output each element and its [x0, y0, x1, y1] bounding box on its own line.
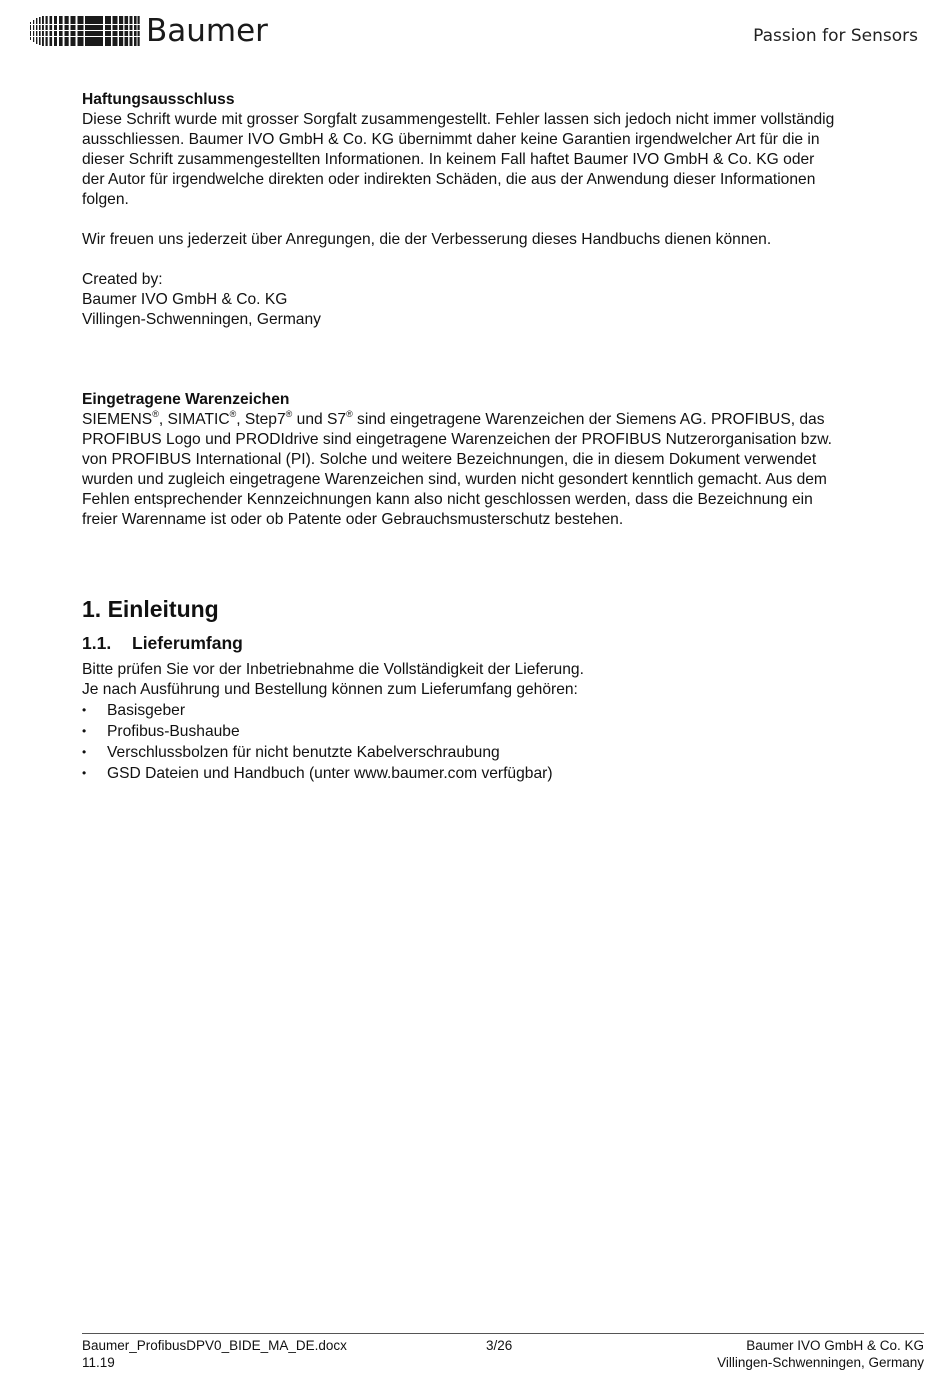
disclaimer-line: der Autor für irgendwelche direkten oder indirekten Schäden, die aus der Anwendung dieser Informationen: [82, 171, 816, 188]
trademark-s7: S7: [327, 411, 347, 428]
intro-line: Bitte prüfen Sie vor der Inbetriebnahme die Vollständigkeit der Lieferung.: [82, 661, 584, 678]
delivery-list: [82, 700, 922, 784]
creator-company: Baumer IVO GmbH & Co. KG: [82, 291, 288, 308]
registered-mark: ®: [346, 408, 353, 419]
registered-mark: ®: [285, 408, 293, 419]
trademark-simatic: SIMATIC: [167, 411, 230, 428]
subsection-title: Lieferumfang: [132, 633, 243, 653]
list-item-text: Verschlussbolzen für nicht benutzte Kabelverschraubung: [107, 744, 500, 761]
creator-location: Villingen-Schwenningen, Germany: [82, 311, 321, 328]
trademarks-line: wurden und zugleich eingetragene Warenzeichen sind, wurden nicht gesondert kenntlich gemacht. Aus dem: [82, 471, 827, 488]
list-item: [82, 700, 922, 721]
disclaimer-section: [82, 90, 922, 330]
footer-location: Villingen-Schwenningen, Germany: [717, 1355, 924, 1370]
list-item: [82, 763, 922, 784]
trademarks-line: Fehlen entsprechender Kennzeichnungen kann also nicht geschlossen werden, dass die Bezeichnung ein: [82, 491, 813, 508]
baumer-logo: [30, 12, 268, 50]
bullet-icon: •: [82, 724, 87, 738]
intro-line: Je nach Ausführung und Bestellung können zum Lieferumfang gehören:: [82, 681, 578, 698]
bullet-icon: •: [82, 766, 87, 780]
document-body: [82, 90, 922, 784]
list-item-text: GSD Dateien und Handbuch (unter www.baumer.com verfügbar): [107, 765, 553, 782]
section-heading: 1. Einleitung: [82, 596, 219, 622]
separator: ,: [158, 411, 168, 428]
separator: ,: [236, 411, 245, 428]
trademarks-line: [82, 410, 922, 430]
list-item-text: Basisgeber: [107, 702, 186, 719]
created-by-label: Created by:: [82, 271, 163, 288]
footer-company: Baumer IVO GmbH & Co. KG: [746, 1338, 924, 1353]
footer-left: [82, 1337, 347, 1371]
trademarks-line: PROFIBUS Logo und PRODIdrive sind eingetragene Warenzeichen der PROFIBUS Nutzerorganisation bzw.: [82, 431, 833, 448]
list-item-text: Profibus-Bushaube: [107, 723, 240, 740]
subsection-number: 1.1.: [82, 633, 112, 653]
disclaimer-line: ausschliessen. Baumer IVO GmbH & Co. KG übernimmt daher keine Garantien irgendwelcher Art für die in: [82, 131, 820, 148]
bullet-icon: •: [82, 745, 87, 759]
list-item: [82, 742, 922, 763]
baumer-logo-icon: [30, 14, 140, 48]
tagline: Passion for Sensors: [753, 26, 918, 46]
footer-date: 11.19: [82, 1355, 115, 1370]
footer-divider: [82, 1333, 924, 1334]
page-number: 3/26: [486, 1338, 513, 1353]
trademarks-section: [82, 390, 922, 530]
footer-right: [717, 1337, 924, 1371]
trademarks-line: freier Warenname ist oder ob Patente oder Gebrauchsmusterschutz bestehen.: [82, 511, 624, 528]
list-item: [82, 721, 922, 742]
trademarks-title: Eingetragene Warenzeichen: [82, 391, 290, 408]
brand-name: Baumer: [146, 13, 268, 49]
disclaimer-title: Haftungsausschluss: [82, 91, 235, 108]
bullet-icon: •: [82, 703, 87, 717]
disclaimer-line: Diese Schrift wurde mit grosser Sorgfalt zusammengestellt. Fehler lassen sich jedoch nicht immer vollständig: [82, 111, 835, 128]
registered-mark: ®: [152, 408, 159, 419]
feedback-note: Wir freuen uns jederzeit über Anregungen, die der Verbesserung dieses Handbuchs dienen können.: [82, 231, 772, 248]
trademark-siemens: SIEMENS: [82, 411, 153, 428]
trademarks-line: von PROFIBUS International (PI). Solche und weitere Bezeichnungen, die in diesem Dokument verwendet: [82, 451, 817, 468]
page-header: [0, 0, 950, 60]
introduction-section: [82, 594, 922, 784]
trademark-step7: Step7: [244, 411, 286, 428]
registered-mark: ®: [229, 408, 237, 419]
disclaimer-line: dieser Schrift zusammengestellten Informationen. In keinem Fall haftet Baumer IVO GmbH & Co. KG oder: [82, 151, 815, 168]
subsection-heading: [82, 632, 922, 654]
footer-filename: Baumer_ProfibusDPV0_BIDE_MA_DE.docx: [82, 1338, 347, 1353]
trademarks-line-rest: sind eingetragene Warenzeichen der Siemens AG. PROFIBUS, das: [352, 411, 825, 428]
conjunction: und: [292, 411, 327, 428]
disclaimer-line: folgen.: [82, 191, 129, 208]
